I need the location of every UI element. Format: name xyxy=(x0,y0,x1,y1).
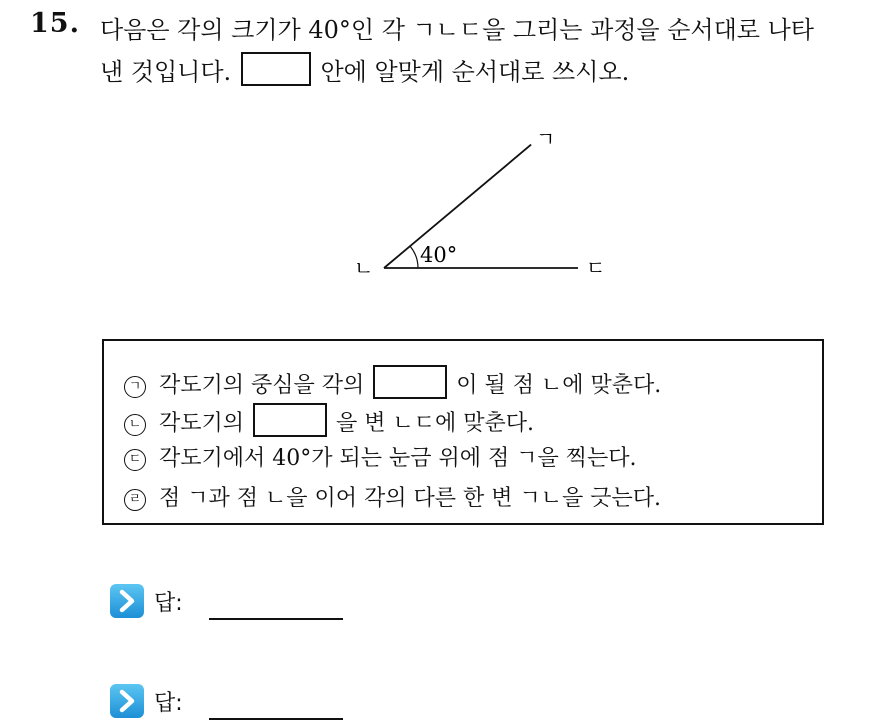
steps-box xyxy=(102,339,824,525)
answer-row-1 xyxy=(110,582,343,620)
answer-label-1: 답: xyxy=(154,590,183,616)
step-1-text-before: 각도기의 중심을 각의 xyxy=(159,373,365,398)
question-text-line1: 다음은 각의 크기가 40°인 각 ㄱㄴㄷ을 그리는 과정을 순서대로 나타 xyxy=(100,16,814,44)
step-2-text-before: 각도기의 xyxy=(159,411,245,436)
question-number: 15. xyxy=(30,8,80,39)
vertex-label-left: ㄴ xyxy=(354,256,374,280)
step-3 xyxy=(124,441,636,472)
step-2-marker: ㄴ xyxy=(124,414,146,436)
question-text-before-blank: 낸 것입니다. xyxy=(100,58,232,86)
question-text-after-blank: 안에 알맞게 순서대로 쓰시오. xyxy=(320,58,630,86)
angle-arc xyxy=(410,246,418,268)
answer-row-2 xyxy=(110,682,343,720)
step-1-text-after: 이 될 점 ㄴ에 맞춘다. xyxy=(456,373,662,398)
question-blank-box xyxy=(241,52,311,86)
ray-ba xyxy=(384,145,531,268)
step-4-text: 점 ㄱ과 점 ㄴ을 이어 각의 다른 한 변 ㄱㄴ을 긋는다. xyxy=(159,486,661,511)
step-4 xyxy=(124,481,661,512)
step-4-marker: ㄹ xyxy=(124,489,146,511)
answer-input-2[interactable] xyxy=(209,682,343,720)
step-2-text-after: 을 변 ㄴㄷ에 맞춘다. xyxy=(336,411,535,436)
vertex-label-right: ㄷ xyxy=(586,256,606,280)
angle-label: 40° xyxy=(420,243,458,267)
step-1 xyxy=(124,365,661,399)
step-1-marker: ㄱ xyxy=(124,376,146,398)
angle-figure xyxy=(340,120,640,290)
question-text-line2 xyxy=(100,52,629,87)
chevron-right-icon xyxy=(110,584,144,618)
step-3-marker: ㄷ xyxy=(124,449,146,471)
step-2-blank-box xyxy=(253,403,327,437)
answer-label-2: 답: xyxy=(154,690,183,716)
answer-input-1[interactable] xyxy=(209,582,343,620)
vertex-label-top: ㄱ xyxy=(536,127,556,151)
chevron-right-icon xyxy=(110,684,144,718)
step-3-text: 각도기에서 40°가 되는 눈금 위에 점 ㄱ을 찍는다. xyxy=(159,446,637,471)
step-2 xyxy=(124,403,534,437)
step-1-blank-box xyxy=(373,365,447,399)
